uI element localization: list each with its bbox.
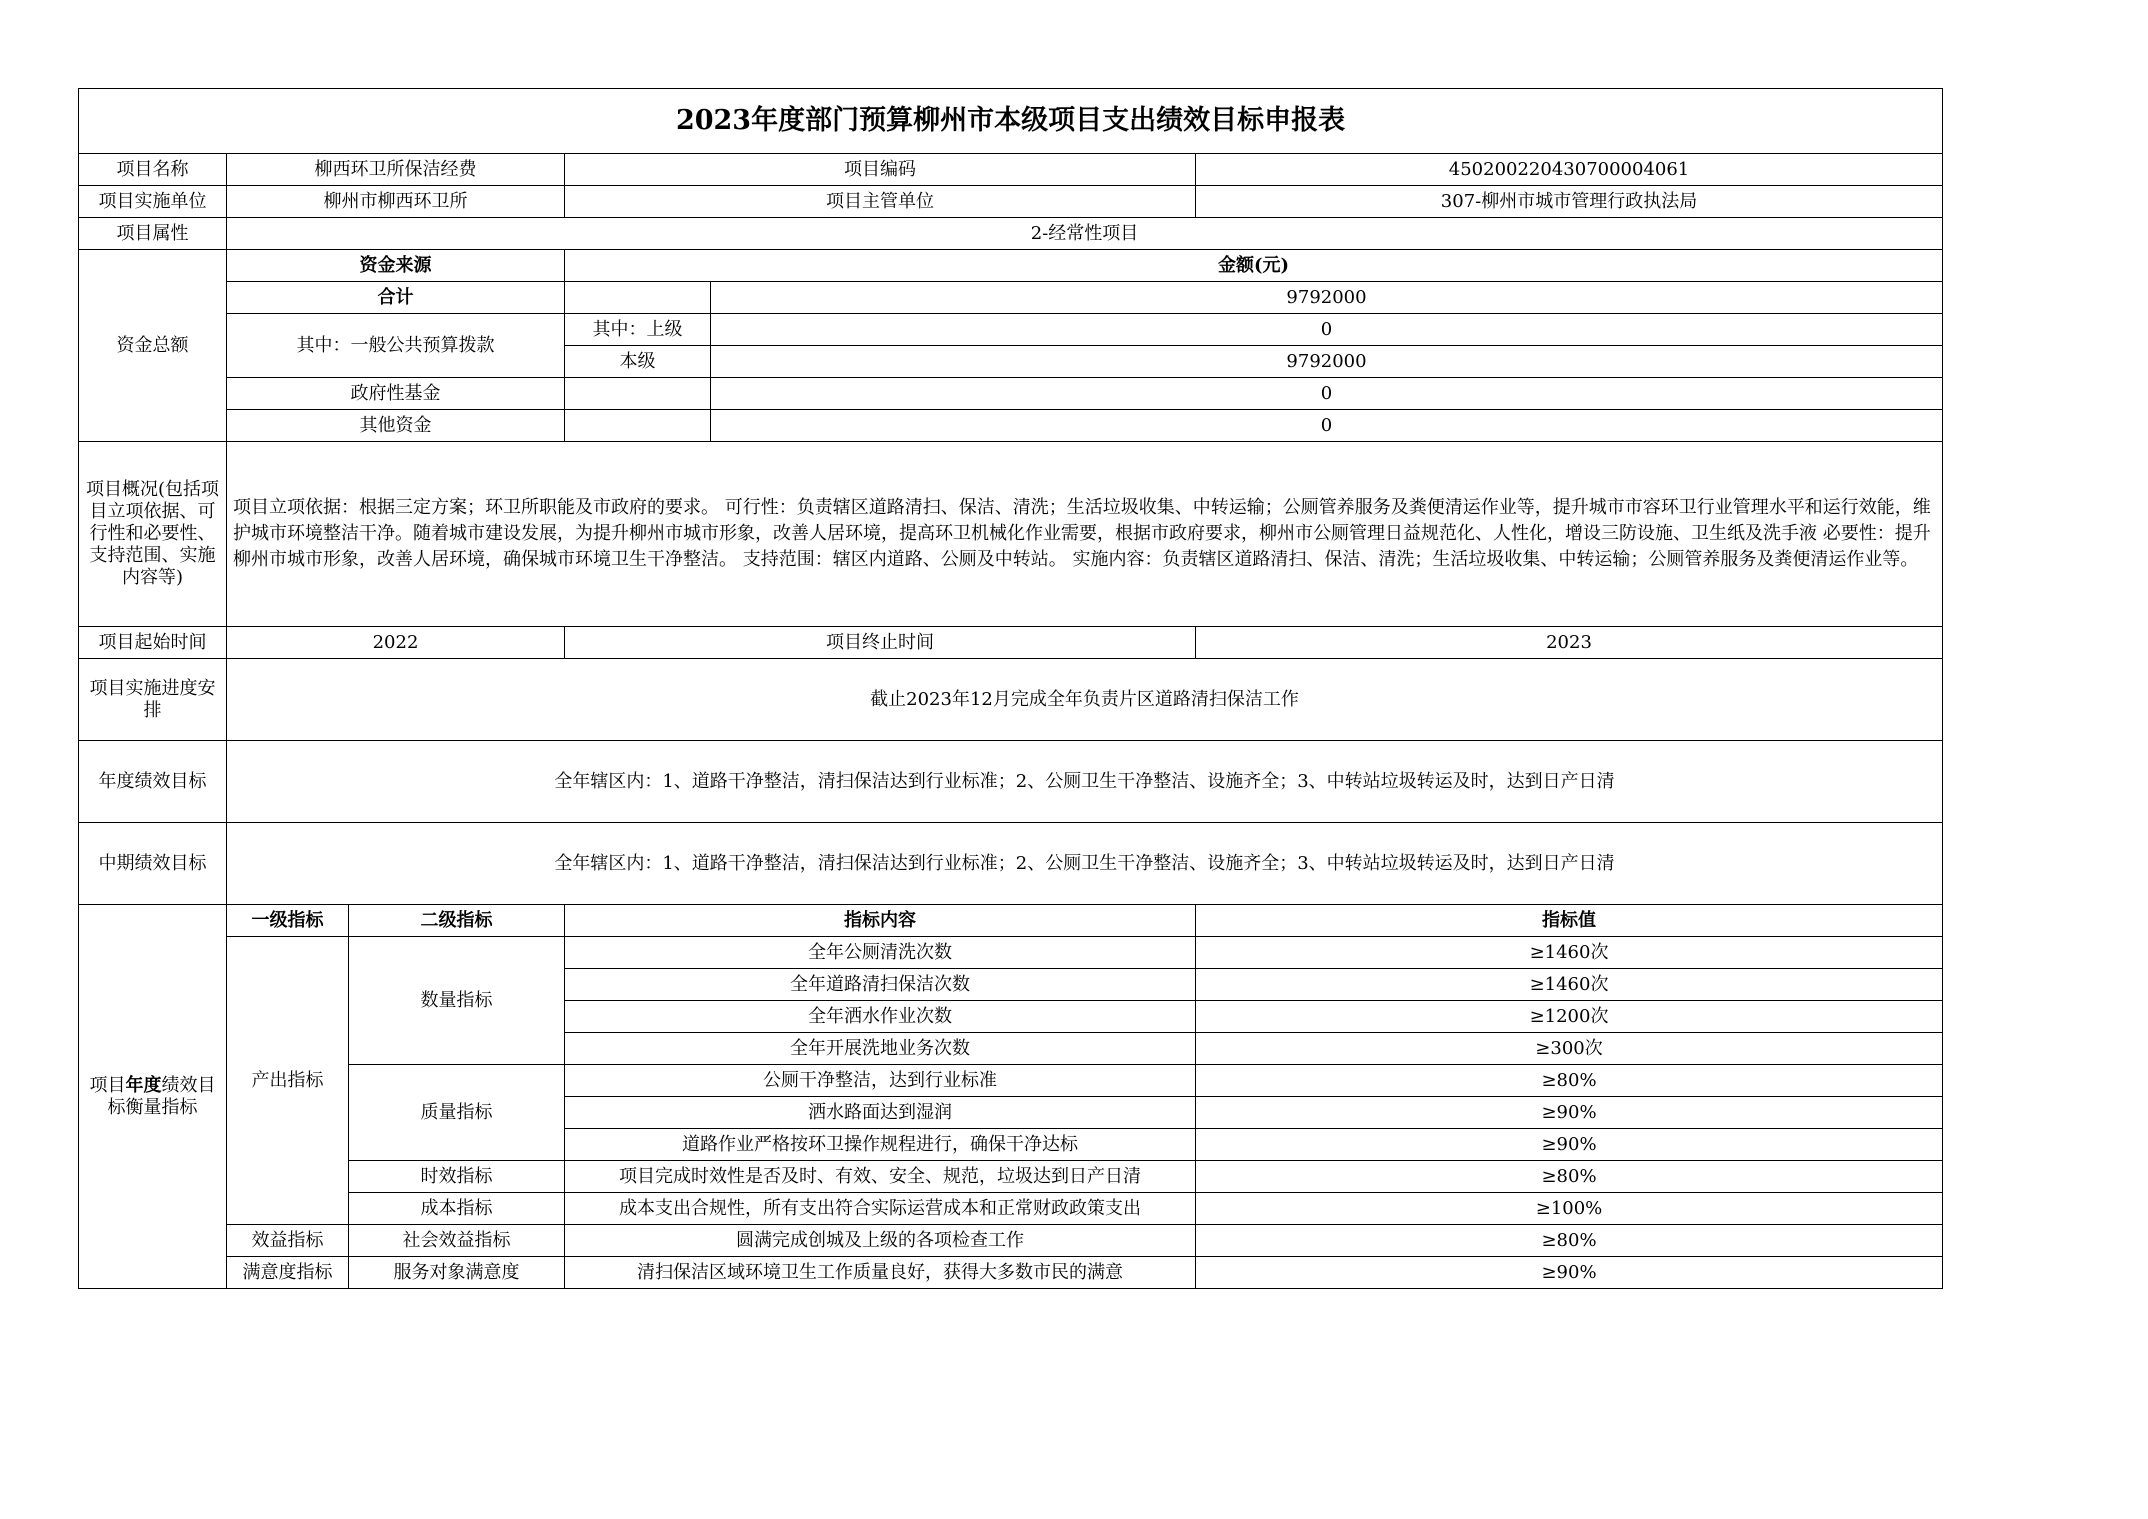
project-code-label: 项目编码 <box>565 154 1196 186</box>
indicator-value: ≥90% <box>1196 1097 1943 1129</box>
funds-total-value: 9792000 <box>711 282 1943 314</box>
level2-service: 服务对象满意度 <box>349 1257 565 1289</box>
indicator-value: ≥80% <box>1196 1161 1943 1193</box>
funds-other-label: 其他资金 <box>227 410 565 442</box>
project-attr-label: 项目属性 <box>79 218 227 250</box>
schedule-value: 截止2023年12月完成全年负责片区道路清扫保洁工作 <box>227 659 1943 741</box>
indicator-content: 全年开展洗地业务次数 <box>565 1033 1196 1065</box>
funds-source-header: 资金来源 <box>227 250 565 282</box>
funds-amount-header: 金额(元) <box>565 250 1943 282</box>
impl-unit-value: 柳州市柳西环卫所 <box>227 186 565 218</box>
project-attr-value: 2-经常性项目 <box>227 218 1943 250</box>
indicator-content: 项目完成时效性是否及时、有效、安全、规范，垃圾达到日产日清 <box>565 1161 1196 1193</box>
level2-quantity: 数量指标 <box>349 937 565 1065</box>
project-code-value: 450200220430700004061 <box>1196 154 1943 186</box>
indicator-content: 全年公厕清洗次数 <box>565 937 1196 969</box>
indicator-value: ≥90% <box>1196 1257 1943 1289</box>
page-title: 2023年度部门预算柳州市本级项目支出绩效目标申报表 <box>79 89 1943 154</box>
indicator-content: 公厕干净整洁，达到行业标准 <box>565 1065 1196 1097</box>
level1-benefit: 效益指标 <box>227 1225 349 1257</box>
indicator-content: 成本支出合规性，所有支出符合实际运营成本和正常财政政策支出 <box>565 1193 1196 1225</box>
indicator-content: 洒水路面达到湿润 <box>565 1097 1196 1129</box>
funds-blank-cell <box>565 282 711 314</box>
funds-local-label: 本级 <box>565 346 711 378</box>
header-level2: 二级指标 <box>349 905 565 937</box>
indicator-content: 全年道路清扫保洁次数 <box>565 969 1196 1001</box>
indicator-value: ≥100% <box>1196 1193 1943 1225</box>
annual-goal-label: 年度绩效目标 <box>79 741 227 823</box>
mid-goal-value: 全年辖区内：1、道路干净整洁，清扫保洁达到行业标准；2、公厕卫生干净整洁、设施齐全；3、中转站垃圾转运及时，达到日产日清 <box>227 823 1943 905</box>
funds-total-label: 合计 <box>227 282 565 314</box>
mid-goal-label: 中期绩效目标 <box>79 823 227 905</box>
funds-gov-fund-label: 政府性基金 <box>227 378 565 410</box>
funds-general-label: 其中：一般公共预算拨款 <box>227 314 565 378</box>
supervisor-value: 307-柳州市城市管理行政执法局 <box>1196 186 1943 218</box>
project-name-value: 柳西环卫所保洁经费 <box>227 154 565 186</box>
end-time-label: 项目终止时间 <box>565 627 1196 659</box>
funds-upper-label: 其中：上级 <box>565 314 711 346</box>
funds-upper-value: 0 <box>711 314 1943 346</box>
indicators-label: 项目年度绩效目标衡量指标 <box>79 905 227 1289</box>
level2-cost: 成本指标 <box>349 1193 565 1225</box>
header-value: 指标值 <box>1196 905 1943 937</box>
overview-text: 项目立项依据：根据三定方案；环卫所职能及市政府的要求。 可行性：负责辖区道路清扫、保洁、清洗；生活垃圾收集、中转运输；公厕管养服务及粪便清运作业等，提升城市市容环卫行业管理水平和运行效能，维护城市环境整洁干净。随着城市建设发展，为提升柳州市城市形象，改善人居环境，提高环卫机械化作业需要，根据市政府要求，柳州市公厕管理日益规范化、人性化，增设三防设施、卫生纸及洗手液 必要性：提升柳州市城市形象，改善人居环境，确保城市环境卫生干净整洁。 支持范围：辖区内道路、公厕及中转站。 实施内容：负责辖区道路清扫、保洁、清洗；生活垃圾收集、中转运输；公厕管养服务及粪便清运作业等。 <box>227 442 1943 627</box>
header-content: 指标内容 <box>565 905 1196 937</box>
start-time-value: 2022 <box>227 627 565 659</box>
schedule-label: 项目实施进度安排 <box>79 659 227 741</box>
indicator-content: 道路作业严格按环卫操作规程进行，确保干净达标 <box>565 1129 1196 1161</box>
level1-satisfaction: 满意度指标 <box>227 1257 349 1289</box>
funds-local-value: 9792000 <box>711 346 1943 378</box>
overview-label: 项目概况(包括项目立项依据、可行性和必要性、支持范围、实施内容等) <box>79 442 227 627</box>
indicator-value: ≥80% <box>1196 1065 1943 1097</box>
level2-social: 社会效益指标 <box>349 1225 565 1257</box>
indicator-value: ≥1460次 <box>1196 969 1943 1001</box>
annual-goal-value: 全年辖区内：1、道路干净整洁，清扫保洁达到行业标准；2、公厕卫生干净整洁、设施齐全；3、中转站垃圾转运及时，达到日产日清 <box>227 741 1943 823</box>
indicator-value: ≥1200次 <box>1196 1001 1943 1033</box>
funds-label: 资金总额 <box>79 250 227 442</box>
funds-blank-cell <box>565 378 711 410</box>
indicator-content: 全年洒水作业次数 <box>565 1001 1196 1033</box>
funds-gov-fund-value: 0 <box>711 378 1943 410</box>
indicator-content: 清扫保洁区域环境卫生工作质量良好，获得大多数市民的满意 <box>565 1257 1196 1289</box>
supervisor-label: 项目主管单位 <box>565 186 1196 218</box>
header-level1: 一级指标 <box>227 905 349 937</box>
project-name-label: 项目名称 <box>79 154 227 186</box>
indicator-value: ≥90% <box>1196 1129 1943 1161</box>
indicator-content: 圆满完成创城及上级的各项检查工作 <box>565 1225 1196 1257</box>
indicator-value: ≥80% <box>1196 1225 1943 1257</box>
impl-unit-label: 项目实施单位 <box>79 186 227 218</box>
level2-timeliness: 时效指标 <box>349 1161 565 1193</box>
performance-target-table <box>78 88 1943 1289</box>
end-time-value: 2023 <box>1196 627 1943 659</box>
level2-quality: 质量指标 <box>349 1065 565 1161</box>
funds-blank-cell <box>565 410 711 442</box>
level1-output: 产出指标 <box>227 937 349 1225</box>
indicator-value: ≥1460次 <box>1196 937 1943 969</box>
funds-other-value: 0 <box>711 410 1943 442</box>
start-time-label: 项目起始时间 <box>79 627 227 659</box>
indicator-value: ≥300次 <box>1196 1033 1943 1065</box>
